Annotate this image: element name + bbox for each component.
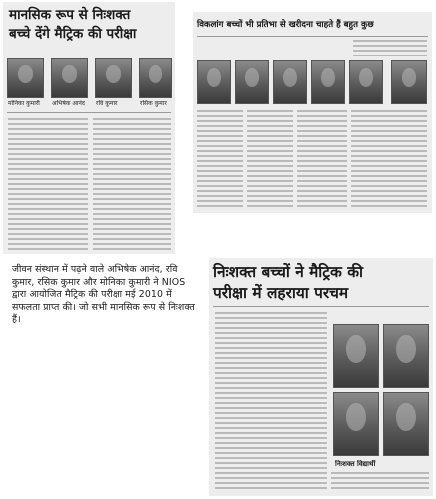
article-column	[247, 110, 293, 208]
article-column	[197, 110, 243, 208]
article-column	[93, 118, 171, 250]
photo-student	[235, 60, 269, 104]
photo-caption: निःशक्त विद्यार्थी	[335, 460, 376, 468]
article-column	[297, 110, 347, 208]
photo-student	[383, 324, 429, 388]
photo-student	[383, 392, 429, 456]
summary-paragraph: जीवन संस्थान में पढ़ने वाले अभिषेक आनंद, रवि कुमार, रसिक कुमार और मोनिका कुमारी ने NIOS द्वारा आयोजित मैट्रिक की परीक्षा मई 2010 में सफलता प्राप्त की। जो सभी मानसिक रूप से निःशक्त हैं।	[12, 264, 195, 325]
clipping-bottom-rule	[213, 306, 429, 307]
clipping-left-rule	[7, 112, 171, 113]
caption-ravi: रवि कुमार	[96, 100, 118, 107]
article-column	[8, 118, 88, 250]
clipping-bottom-headline	[213, 262, 363, 304]
photo-student	[333, 324, 379, 388]
photo-student	[391, 60, 427, 104]
photo-ravi	[95, 58, 132, 98]
article-column	[331, 472, 429, 492]
photo-student	[333, 392, 379, 456]
clipping-bottom	[209, 258, 433, 496]
clipping-left-headline-line2: बच्चे देंगे मैट्रिक की परीक्षा	[9, 26, 137, 42]
clipping-bottom-headline-line1: निःशक्त बच्चों ने मैट्रिक की	[213, 263, 364, 281]
caption-monika: मोनिका कुमारी	[8, 100, 40, 107]
caption-abhishek: अभिषेक आनंद	[52, 100, 85, 107]
clipping-right-rule	[197, 36, 428, 37]
article-column	[351, 110, 427, 208]
clipping-bottom-headline-line2: परीक्षा में लहराया परचम	[213, 284, 349, 302]
photo-student	[273, 60, 307, 104]
photo-monika	[7, 58, 44, 98]
clipping-left	[3, 2, 175, 254]
article-column	[215, 312, 327, 490]
caption-rasik: रसिक कुमार	[140, 100, 167, 107]
photo-student	[349, 60, 383, 104]
photo-student	[311, 60, 345, 104]
clipping-left-headline-line1: मानसिक रूप से निःशक्त	[9, 7, 131, 23]
clipping-right-headline: विकलांग बच्चों भी प्रतिभा से खरीदना चाहते हैं बहुत कुछ	[197, 20, 374, 30]
photo-abhishek	[51, 58, 88, 98]
photo-rasik	[139, 58, 172, 98]
clipping-right	[193, 12, 432, 213]
photo-student	[197, 60, 231, 104]
article-column	[353, 40, 427, 56]
clipping-left-headline	[9, 6, 136, 44]
